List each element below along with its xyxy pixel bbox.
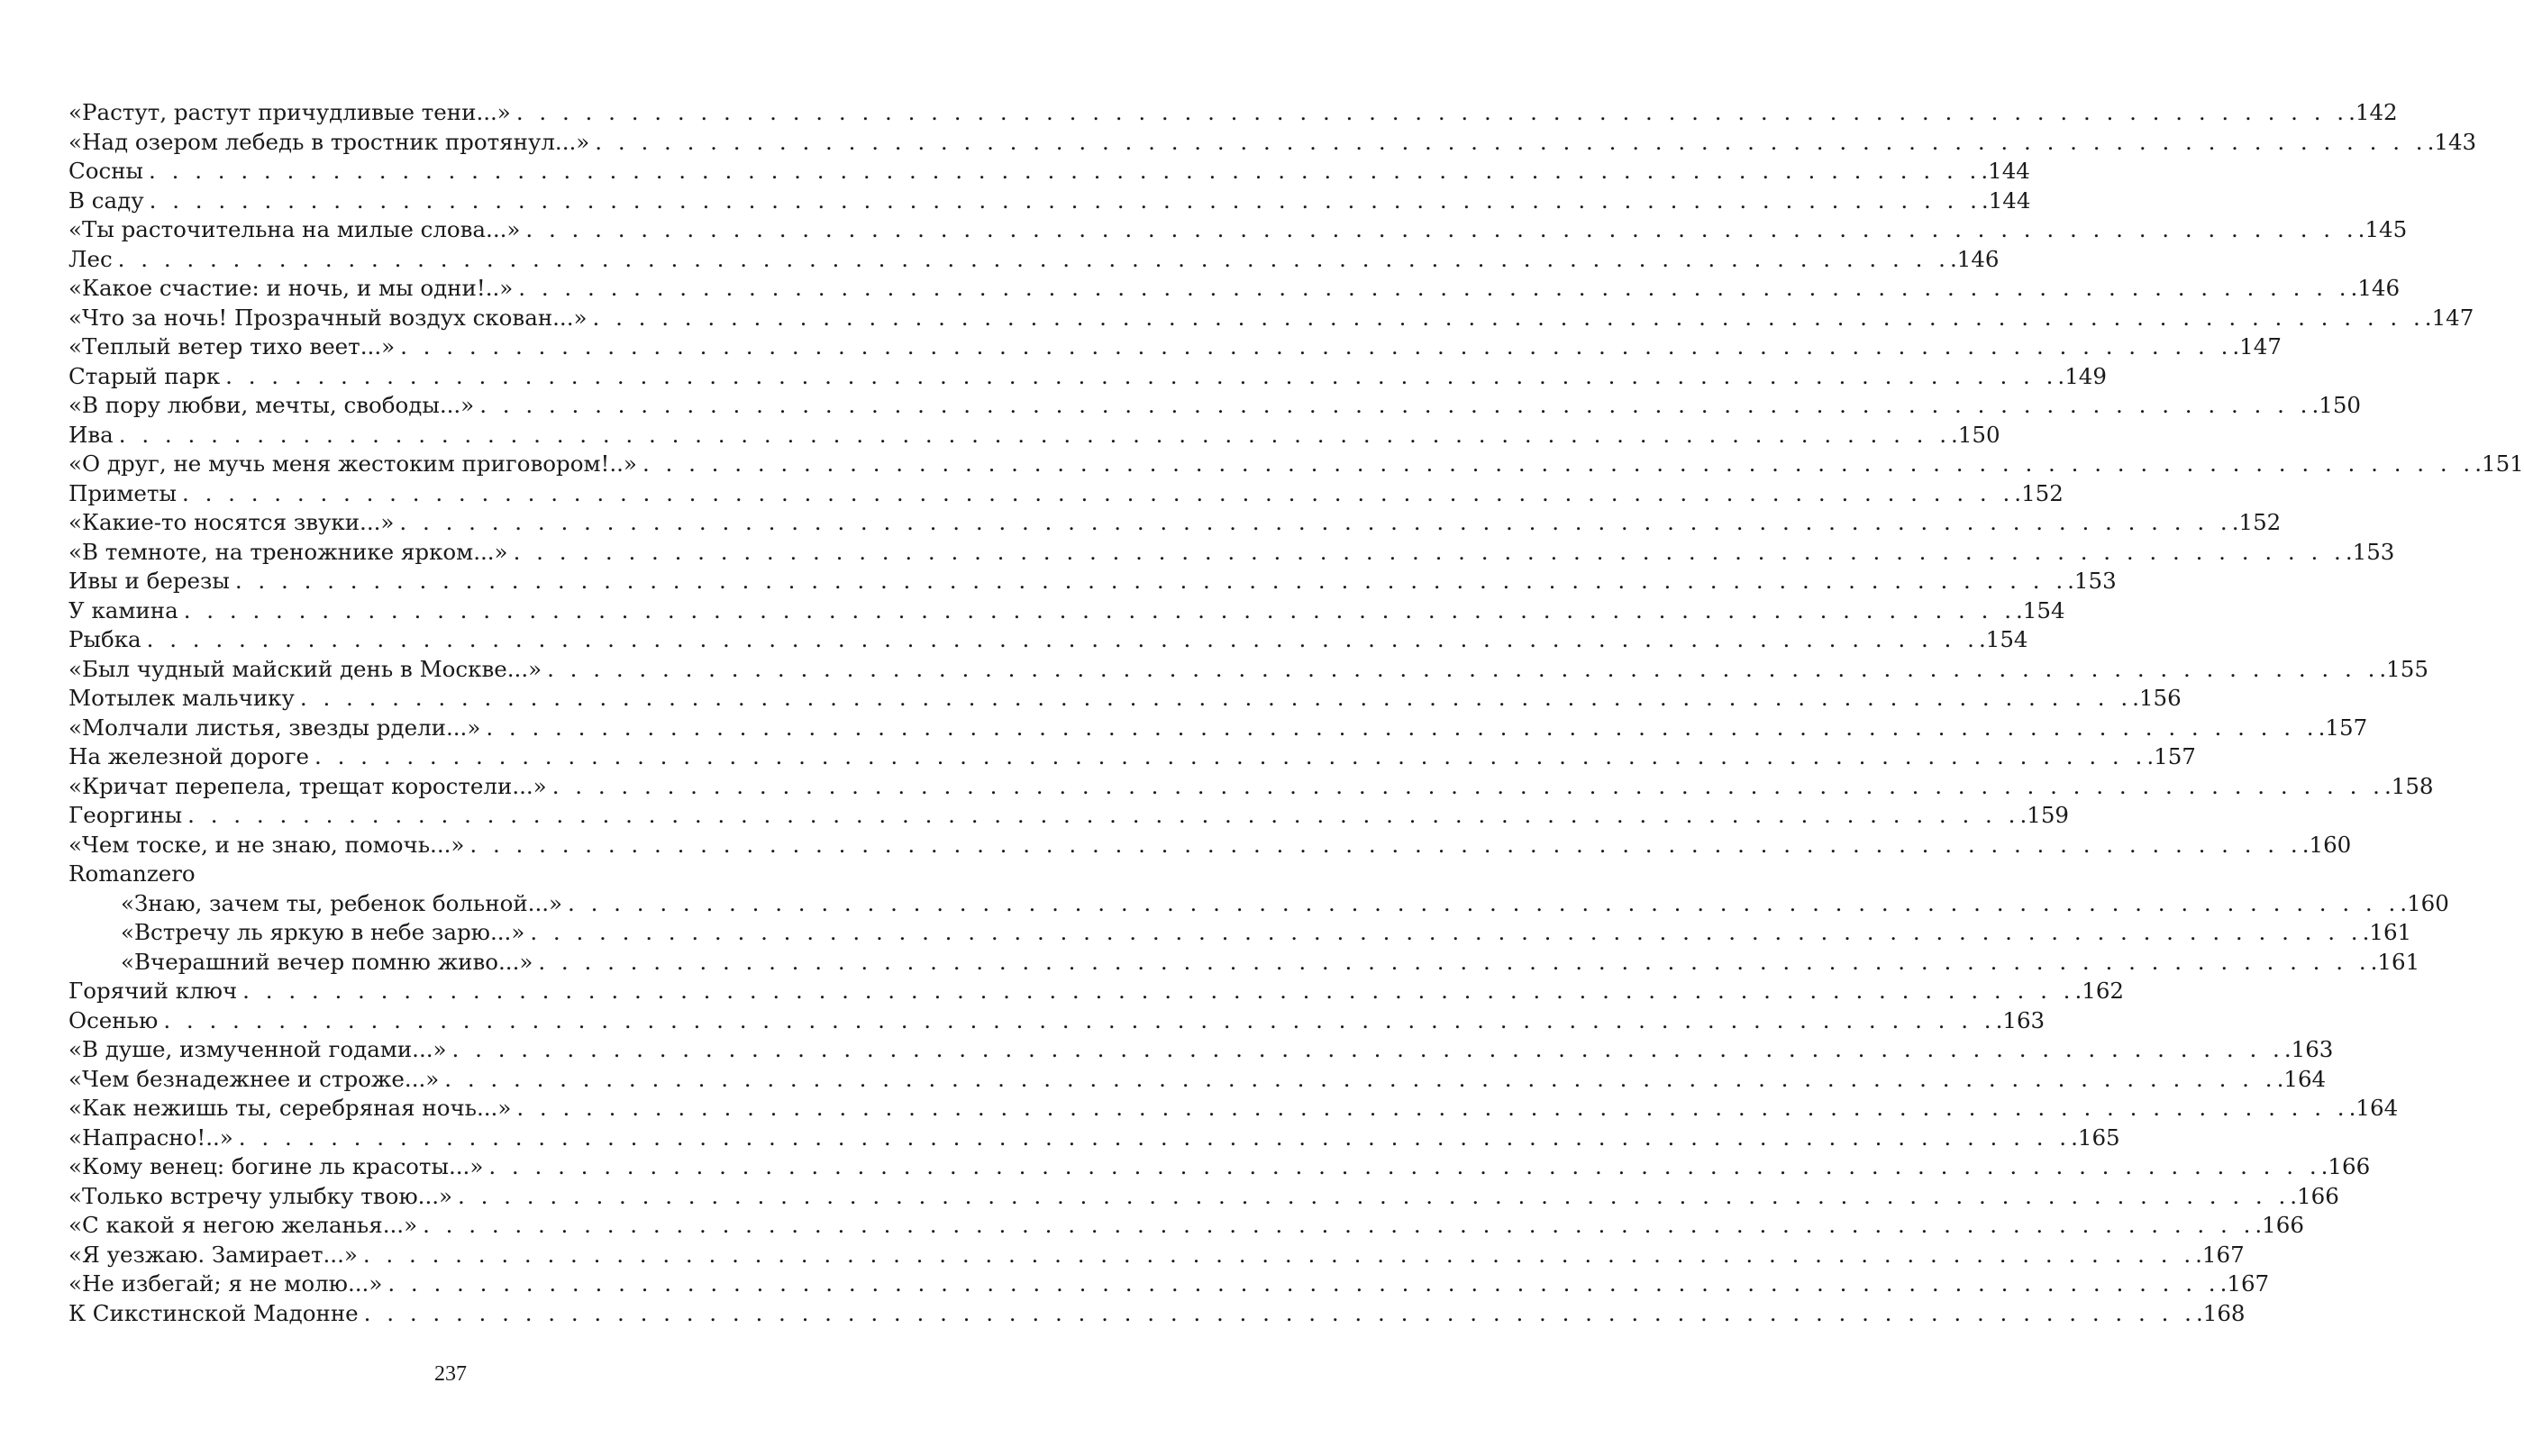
- toc-dot-leader: . . . . . . . . . . . . . . . . . . . . . . . . . . . . . . . . . . . . . . . . . . . . . . . . . . . . . . . . . . . . . . . . . . . . . . . . . . . . . . . .: [225, 362, 2058, 389]
- toc-entry-title: «Как нежишь ты, серебряная ночь...»: [68, 1095, 512, 1121]
- toc-dot-leader: . . . . . . . . . . . . . . . . . . . . . . . . . . . . . . . . . . . . . . . . . . . . . . . . . . . . . . . . . . . . . . . . . . . . . . . . . . . . . . . .: [458, 1182, 2291, 1209]
- toc-entry: [68, 1211, 2304, 1241]
- toc-entry-title: «В темноте, на треножнике ярком...»: [68, 538, 508, 565]
- toc-entry: [68, 98, 2398, 128]
- toc-dot-leader: . . . . . . . . . . . . . . . . . . . . . . . . . . . . . . . . . . . . . . . . . . . . . . . . . . . . . . . . . . . . . . . . . . . . . . . . . . . . . . . .: [486, 714, 2319, 741]
- toc-entry: [68, 245, 2000, 275]
- toc-entry: [68, 304, 2474, 333]
- toc-dot-leader: . . . . . . . . . . . . . . . . . . . . . . . . . . . . . . . . . . . . . . . . . . . . . . . . . . . . . . . . . . . . . . . . . . . . . . . . . . . . . . . .: [538, 948, 2371, 975]
- toc-entry: [68, 1269, 2270, 1299]
- toc-entry-page: .151: [2474, 450, 2524, 477]
- toc-entry-title: В саду: [68, 187, 144, 214]
- toc-entry-title: Лес: [68, 245, 113, 272]
- toc-entry: [68, 596, 2065, 626]
- toc-dot-leader: . . . . . . . . . . . . . . . . . . . . . . . . . . . . . . . . . . . . . . . . . . . . . . . . . . . . . . . . . . . . . . . . . . . . . . . . . . . . . . . .: [423, 1212, 2255, 1238]
- toc-entry-page: .160: [2301, 831, 2352, 858]
- toc-entry-page: .167: [2219, 1270, 2270, 1297]
- toc-entry: [68, 889, 2449, 919]
- toc-entry: [68, 274, 2401, 304]
- toc-dot-leader: . . . . . . . . . . . . . . . . . . . . . . . . . . . . . . . . . . . . . . . . . . . . . . . . . . . . . . . . . . . . . . . . . . . . . . . . . . . . . . . .: [515, 99, 2349, 125]
- toc-entry-page: .164: [2348, 1095, 2399, 1121]
- toc-dot-leader: . . . . . . . . . . . . . . . . . . . . . . . . . . . . . . . . . . . . . . . . . . . . . . . . . . . . . . . . . . . . . . . . . . . . . . . . . . . . . . . .: [146, 626, 1979, 652]
- toc-dot-leader: . . . . . . . . . . . . . . . . . . . . . . . . . . . . . . . . . . . . . . . . . . . . . . . . . . . . . . . . . . . . . . . . . . . . . . . . . . . . . . . .: [488, 1153, 2321, 1179]
- toc-dot-leader: . . . . . . . . . . . . . . . . . . . . . . . . . . . . . . . . . . . . . . . . . . . . . . . . . . . . . . . . . . . . . . . . . . . . . . . . . . . . . . . .: [117, 245, 1950, 272]
- toc-entry: [68, 391, 2362, 421]
- toc-dot-leader: . . . . . . . . . . . . . . . . . . . . . . . . . . . . . . . . . . . . . . . . . . . . . . . . . . . . . . . . . . . . . . . . . . . . . . . . . . . . . . . .: [238, 1124, 2072, 1151]
- toc-entry-title: «Чем безнадежнее и строже...»: [68, 1065, 440, 1092]
- toc-entry: [68, 860, 795, 889]
- toc-dot-leader: . . . . . . . . . . . . . . . . . . . . . . . . . . . . . . . . . . . . . . . . . . . . . . . . . . . . . . . . . . . . . . . . . . . . . . . . . . . . . . . .: [362, 1241, 2196, 1268]
- toc-dot-leader: . . . . . . . . . . . . . . . . . . . . . . . . . . . . . . . . . . . . . . . . . . . . . . . . . . . . . . . . . . . . . . . . . . . . . . . . . . . . . . . .: [451, 1036, 2284, 1062]
- toc-entry-title: «Теплый ветер тихо веет...»: [68, 333, 396, 359]
- toc-entry: [68, 157, 2030, 187]
- toc-entry: [68, 831, 2352, 860]
- toc-entry-title: У камина: [68, 596, 178, 623]
- toc-dot-leader: . . . . . . . . . . . . . . . . . . . . . . . . . . . . . . . . . . . . . . . . . . . . . . . . . . . . . . . . . . . . . . . . . . . . . . . . . . . . . . . .: [399, 509, 2232, 535]
- toc-entry-title: «В душе, измученной годами...»: [68, 1036, 447, 1062]
- toc-entry: [68, 772, 2434, 802]
- toc-entry-title: Рыбка: [68, 626, 141, 652]
- toc-entry-page: .150: [1951, 421, 2000, 448]
- toc-entry-title: «Ты расточительна на милые слова...»: [68, 216, 521, 242]
- toc-entry-title: «Молчали листья, звезды рдели...»: [68, 714, 481, 741]
- toc-entry-title: Мотылек мальчику: [68, 685, 295, 711]
- toc-entry-page: .147: [2232, 333, 2282, 359]
- toc-entry-title: «Кому венец: богине ль красоты...»: [68, 1153, 484, 1179]
- toc-dot-leader: . . . . . . . . . . . . . . . . . . . . . . . . . . . . . . . . . . . . . . . . . . . . . . . . . . . . . . . . . . . . . . . . . . . . . . . . . . . . . . . .: [149, 187, 1982, 214]
- toc-entry: [68, 187, 2031, 216]
- toc-entry-page: .164: [2276, 1065, 2327, 1092]
- toc-entry: [68, 625, 2028, 655]
- toc-entry-title: «Какие-то носятся звуки...»: [68, 509, 395, 535]
- toc-entry: [68, 128, 2477, 158]
- toc-entry-page: .161: [2370, 948, 2420, 975]
- toc-entry-page: .168: [2195, 1299, 2246, 1326]
- toc-entry: [68, 801, 2069, 831]
- toc-entry-page: .161: [2362, 919, 2412, 945]
- toc-entry: [68, 1006, 2046, 1036]
- toc-entry-title: Горячий ключ: [68, 978, 238, 1004]
- toc-entry-page: .163: [2283, 1036, 2334, 1062]
- toc-entry-page: .154: [2016, 596, 2065, 623]
- toc-dot-leader: . . . . . . . . . . . . . . . . . . . . . . . . . . . . . . . . . . . . . . . . . . . . . . . . . . . . . . . . . . . . . . . . . . . . . . . . . . . . . . . .: [595, 128, 2428, 155]
- toc-dot-leader: . . . . . . . . . . . . . . . . . . . . . . . . . . . . . . . . . . . . . . . . . . . . . . . . . . . . . . . . . . . . . . . . . . . . . . . . . . . . . . . .: [551, 772, 2384, 799]
- toc-dot-leader: . . . . . . . . . . . . . . . . . . . . . . . . . . . . . . . . . . . . . . . . . . . . . . . . . . . . . . . . . . . . . . . . . . . . . . . . . . . . . . . .: [387, 1270, 2220, 1297]
- toc-entry-title: Romanzero: [68, 860, 196, 887]
- toc-dot-leader: . . . . . . . . . . . . . . . . . . . . . . . . . . . . . . . . . . . . . . . . . . . . . . . . . . . . . . . . . . . . . . . . . . . . . . . . . . . . . . . .: [469, 831, 2302, 858]
- toc-entry: [68, 714, 2368, 743]
- toc-entry-page: .157: [2318, 714, 2368, 741]
- toc-entry-page: .160: [2400, 889, 2449, 916]
- toc-entry-title: Приметы: [68, 479, 177, 506]
- toc-entry-page: .144: [1981, 187, 2031, 214]
- toc-entry: [68, 1182, 2339, 1212]
- toc-entry-page: .142: [2348, 99, 2398, 125]
- toc-entry-title: «Знаю, зачем ты, ребенок больной...»: [121, 889, 563, 916]
- toc-dot-leader: . . . . . . . . . . . . . . . . . . . . . . . . . . . . . . . . . . . . . . . . . . . . . . . . . . . . . . . . . . . . . . . . . . . . . . . . . . . . . . . .: [363, 1299, 2196, 1326]
- toc-entry-title: К Сикстинской Мадонне: [68, 1299, 359, 1326]
- toc-entry-page: .153: [2067, 568, 2117, 594]
- toc-dot-leader: . . . . . . . . . . . . . . . . . . . . . . . . . . . . . . . . . . . . . . . . . . . . . . . . . . . . . . . . . . . . . . . . . . . . . . . . . . . . . . . .: [530, 919, 2363, 945]
- toc-entry: [68, 508, 2282, 538]
- toc-entry-page: .143: [2427, 128, 2477, 155]
- toc-entry-page: .144: [1981, 158, 2030, 184]
- toc-entry: [68, 332, 2282, 362]
- toc-entry-page: .167: [2195, 1241, 2245, 1268]
- toc-entry-title: «Чем тоске, и не знаю, помочь...»: [68, 831, 465, 858]
- toc-entry: [68, 1065, 2327, 1095]
- toc-dot-leader: . . . . . . . . . . . . . . . . . . . . . . . . . . . . . . . . . . . . . . . . . . . . . . . . . . . . . . . . . . . . . . . . . . . . . . . . . . . . . . . .: [149, 158, 1982, 184]
- toc-entry-title: «Не избегай; я не молю...»: [68, 1270, 383, 1297]
- toc-entry-page: .145: [2357, 216, 2408, 242]
- table-of-contents: [68, 98, 2524, 1328]
- toc-entry: [68, 684, 2182, 714]
- toc-entry-page: .152: [2231, 509, 2282, 535]
- toc-entry: [68, 1241, 2245, 1270]
- toc-entry-page: .166: [2320, 1153, 2371, 1179]
- toc-dot-leader: . . . . . . . . . . . . . . . . . . . . . . . . . . . . . . . . . . . . . . . . . . . . . . . . . . . . . . . . . . . . . . . . . . . . . . . . . . . . . . . .: [547, 655, 2380, 682]
- toc-entry-title: «Над озером лебедь в тростник протянул...»: [68, 128, 590, 155]
- toc-entry-title: «Только встречу улыбку твою...»: [68, 1182, 453, 1209]
- toc-entry-page: .158: [2383, 772, 2434, 799]
- toc-entry-title: Ива: [68, 421, 114, 448]
- toc-dot-leader: . . . . . . . . . . . . . . . . . . . . . . . . . . . . . . . . . . . . . . . . . . . . . . . . . . . . . . . . . . . . . . . . . . . . . . . . . . . . . . . .: [518, 275, 2351, 301]
- toc-entry-page: .157: [2146, 743, 2196, 769]
- toc-dot-leader: . . . . . . . . . . . . . . . . . . . . . . . . . . . . . . . . . . . . . . . . . . . . . . . . . . . . . . . . . . . . . . . . . . . . . . . . . . . . . . . .: [182, 479, 2015, 506]
- toc-entry-title: «Был чудный майский день в Москве...»: [68, 655, 542, 682]
- toc-entry: [68, 479, 2064, 509]
- toc-entry: [68, 362, 2107, 392]
- toc-dot-leader: . . . . . . . . . . . . . . . . . . . . . . . . . . . . . . . . . . . . . . . . . . . . . . . . . . . . . . . . . . . . . . . . . . . . . . . . . . . . . . . .: [314, 743, 2147, 769]
- toc-entry-page: .153: [2345, 538, 2395, 565]
- toc-entry-title: На железной дороге: [68, 743, 310, 769]
- toc-entry-title: «О друг, не мучь меня жестоким приговором!..»: [68, 450, 637, 477]
- toc-entry: [68, 538, 2395, 568]
- toc-entry: [68, 948, 2420, 978]
- toc-entry: [68, 918, 2412, 948]
- toc-dot-leader: . . . . . . . . . . . . . . . . . . . . . . . . . . . . . . . . . . . . . . . . . . . . . . . . . . . . . . . . . . . . . . . . . . . . . . . . . . . . . . . .: [592, 304, 2425, 331]
- toc-entry-title: «Встречу ль яркую в небе зарю...»: [121, 919, 525, 945]
- toc-entry: [68, 215, 2408, 245]
- toc-entry: [68, 450, 2524, 479]
- toc-entry-page: .152: [2014, 479, 2064, 506]
- toc-entry-title: Осенью: [68, 1006, 159, 1033]
- toc-dot-leader: . . . . . . . . . . . . . . . . . . . . . . . . . . . . . . . . . . . . . . . . . . . . . . . . . . . . . . . . . . . . . . . . . . . . . . . . . . . . . . . .: [444, 1065, 2277, 1092]
- toc-dot-leader: . . . . . . . . . . . . . . . . . . . . . . . . . . . . . . . . . . . . . . . . . . . . . . . . . . . . . . . . . . . . . . . . . . . . . . . . . . . . . . . .: [234, 568, 2068, 594]
- toc-entry-page: .165: [2071, 1124, 2120, 1151]
- toc-entry: [68, 1035, 2334, 1065]
- toc-entry-title: «С какой я негою желанья...»: [68, 1212, 418, 1238]
- page-number: 237: [434, 1362, 467, 1386]
- toc-entry-title: «Растут, растут причудливые тени...»: [68, 99, 511, 125]
- toc-entry: [68, 1152, 2371, 1182]
- toc-dot-leader: . . . . . . . . . . . . . . . . . . . . . . . . . . . . . . . . . . . . . . . . . . . . . . . . . . . . . . . . . . . . . . . . . . . . . . . . . . . . . . . .: [183, 596, 2017, 623]
- toc-entry: [68, 1299, 2246, 1329]
- toc-dot-leader: . . . . . . . . . . . . . . . . . . . . . . . . . . . . . . . . . . . . . . . . . . . . . . . . . . . . . . . . . . . . . . . . . . . . . . . . . . . . . . . .: [187, 802, 2020, 828]
- toc-entry: [68, 1124, 2120, 1153]
- toc-entry-page: .154: [1978, 626, 2028, 652]
- toc-dot-leader: . . . . . . . . . . . . . . . . . . . . . . . . . . . . . . . . . . . . . . . . . . . . . . . . . . . . . . . . . . . . . . . . . . . . . . . . . . . . . . . .: [400, 333, 2233, 359]
- toc-dot-leader: . . . . . . . . . . . . . . . . . . . . . . . . . . . . . . . . . . . . . . . . . . . . . . . . . . . . . . . . . . . . . . . . . . . . . . . . . . . . . . . .: [242, 978, 2075, 1004]
- toc-entry-title: «В пору любви, мечты, свободы...»: [68, 392, 475, 418]
- toc-entry: [68, 977, 2125, 1006]
- toc-entry: [68, 421, 2000, 450]
- toc-entry-page: .146: [1949, 245, 2000, 272]
- toc-dot-leader: . . . . . . . . . . . . . . . . . . . . . . . . . . . . . . . . . . . . . . . . . . . . . . . . . . . . . . . . . . . . . . . . . . . . . . . . . . . . . . . .: [516, 1095, 2349, 1121]
- toc-dot-leader: . . . . . . . . . . . . . . . . . . . . . . . . . . . . . . . . . . . . . . . . . . . . . . . . . . . . . . . . . . . . . . . . . . . . . . . . . . . . . . . .: [642, 450, 2475, 477]
- toc-dot-leader: . . . . . . . . . . . . . . . . . . . . . . . . . . . . . . . . . . . . . . . . . . . . . . . . . . . . . . . . . . . . . . . . . . . . . . . . . . . . . . . .: [525, 216, 2358, 242]
- toc-entry: [68, 1094, 2399, 1124]
- toc-entry-page: .166: [2255, 1212, 2304, 1238]
- toc-dot-leader: . . . . . . . . . . . . . . . . . . . . . . . . . . . . . . . . . . . . . . . . . . . . . . . . . . . . . . . . . . . . . . . . . . . . . . . . . . . . . . . .: [118, 421, 1952, 448]
- toc-entry-page: .155: [2379, 655, 2428, 682]
- toc-entry-page: .166: [2290, 1182, 2339, 1209]
- toc-entry-page: .149: [2057, 362, 2107, 389]
- toc-entry-page: .147: [2424, 304, 2474, 331]
- toc-dot-leader: . . . . . . . . . . . . . . . . . . . . . . . . . . . . . . . . . . . . . . . . . . . . . . . . . . . . . . . . . . . . . . . . . . . . . . . . . . . . . . . .: [479, 392, 2312, 418]
- toc-entry-title: «Напрасно!..»: [68, 1124, 233, 1151]
- toc-entry: [68, 567, 2117, 596]
- toc-dot-leader: . . . . . . . . . . . . . . . . . . . . . . . . . . . . . . . . . . . . . . . . . . . . . . . . . . . . . . . . . . . . . . . . . . . . . . . . . . . . . . . .: [568, 889, 2401, 916]
- toc-entry: [68, 742, 2196, 772]
- toc-entry-title: «Вчерашний вечер помню живо...»: [121, 948, 533, 975]
- toc-entry-page: .146: [2350, 275, 2401, 301]
- toc-dot-leader: . . . . . . . . . . . . . . . . . . . . . . . . . . . . . . . . . . . . . . . . . . . . . . . . . . . . . . . . . . . . . . . . . . . . . . . . . . . . . . . .: [299, 685, 2133, 711]
- toc-entry-title: «Что за ночь! Прозрачный воздух скован...»: [68, 304, 588, 331]
- toc-entry-title: «Я уезжаю. Замирает...»: [68, 1241, 358, 1268]
- toc-entry-page: .159: [2019, 802, 2069, 828]
- toc-entry-page: .150: [2311, 392, 2362, 418]
- toc-entry-title: «Какое счастие: и ночь, и мы одни!..»: [68, 275, 514, 301]
- toc-entry-title: Ивы и березы: [68, 568, 230, 594]
- toc-entry-title: Сосны: [68, 158, 144, 184]
- toc-dot-leader: . . . . . . . . . . . . . . . . . . . . . . . . . . . . . . . . . . . . . . . . . . . . . . . . . . . . . . . . . . . . . . . . . . . . . . . . . . . . . . . .: [513, 538, 2346, 565]
- toc-entry-title: Георгины: [68, 802, 183, 828]
- toc-entry: [68, 655, 2428, 685]
- toc-entry-page: .163: [1995, 1006, 2046, 1033]
- toc-entry-page: .162: [2074, 978, 2125, 1004]
- toc-dot-leader: . . . . . . . . . . . . . . . . . . . . . . . . . . . . . . . . . . . . . . . . . . . . . . . . . . . . . . . . . . . . . . . . . . . . . . . . . . . . . . . .: [163, 1006, 1996, 1033]
- toc-entry-title: Старый парк: [68, 362, 221, 389]
- toc-entry-title: «Кричат перепела, трещат коростели...»: [68, 772, 547, 799]
- toc-entry-page: .156: [2132, 685, 2182, 711]
